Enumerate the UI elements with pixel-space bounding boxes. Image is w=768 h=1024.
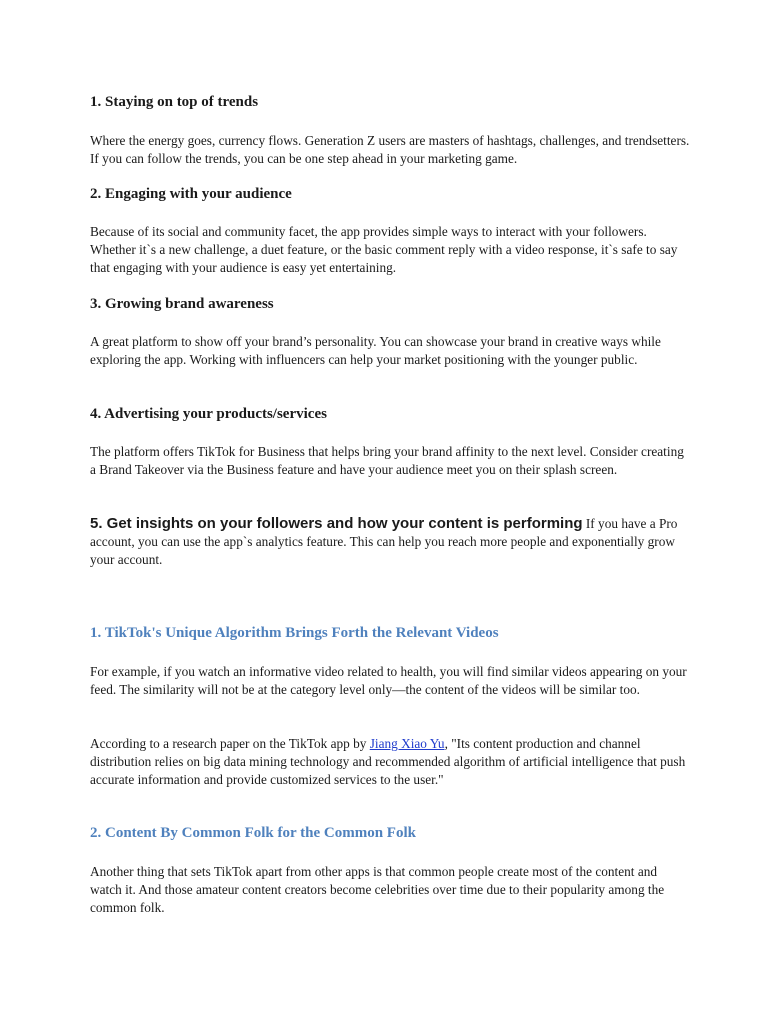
section-heading-engaging: 2. Engaging with your audience: [90, 186, 292, 202]
section-heading-advertising: 4. Advertising your products/services: [90, 406, 327, 422]
body-common-folk: Another thing that sets TikTok apart from other apps is that common people create most of the content and watch it. And those amateur content creators become celebrities over time due to their popularity among the common folk.: [90, 864, 665, 915]
research-prefix: According to a research paper on the TikTok app by: [90, 736, 370, 751]
section-body-advertising: The platform offers TikTok for Business that helps bring your brand affinity to the next level. Consider creating a Brand Takeover via the Business feature and have your audience meet you on their splash screen.: [90, 444, 684, 477]
research-suffix: , "Its content production and channel distribution relies on big data mining technology and recommended algorithm of artificial intelligence that push accurate information and provide customized services to the user.": [90, 736, 686, 787]
blue-heading-algorithm: 1. TikTok's Unique Algorithm Brings Forth the Relevant Videos: [90, 625, 499, 641]
section-insights: [90, 515, 690, 569]
section-heading-insights: 5. Get insights on your followers and how your content is performing: [90, 515, 583, 532]
section-heading-trends: 1. Staying on top of trends: [90, 94, 259, 110]
section-body-insights: If you have a Pro account, you can use the app`s analytics feature. This can help you reach more people and exponentially grow your account.: [90, 516, 678, 567]
author-link[interactable]: Jiang Xiao Yu: [369, 736, 445, 751]
body-algorithm-example: For example, if you watch an informative video related to health, you will find similar videos appearing on your feed. The similarity will not be at the category level only—the content of the videos will be similar too.: [90, 664, 687, 697]
section-heading-brand-awareness: 3. Growing brand awareness: [90, 296, 274, 312]
section-body-brand-awareness: A great platform to show off your brand’s personality. You can showcase your brand in creative ways while exploring the app. Working with influencers can help your market positioning with the younger public.: [90, 334, 661, 367]
blue-heading-common-folk: 2. Content By Common Folk for the Common Folk: [90, 825, 416, 841]
section-body-engaging: Because of its social and community facet, the app provides simple ways to interact with your followers. Whether it`s a new challenge, a duet feature, or the basic comment reply with a video response, it`s safe to say that engaging with your audience is easy yet entertaining.: [90, 224, 678, 275]
section-body-trends: Where the energy goes, currency flows. Generation Z users are masters of hashtags, challenges, and trendsetters. If you can follow the trends, you can be one step ahead in your marketing game.: [90, 133, 690, 166]
body-algorithm-research: [90, 735, 690, 789]
